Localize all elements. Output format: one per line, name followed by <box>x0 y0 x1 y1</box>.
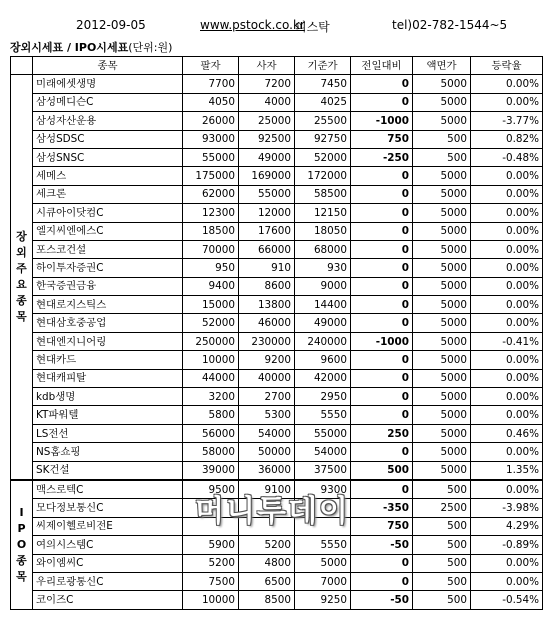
par-value: 500 <box>413 572 471 590</box>
change-rate: 0.00% <box>471 369 543 387</box>
change-rate: 0.82% <box>471 130 543 148</box>
stock-name: 현대엔지니어링 <box>33 332 183 350</box>
day-change: 0 <box>351 443 413 461</box>
par-value: 5000 <box>413 351 471 369</box>
table-row <box>11 536 543 554</box>
base-price: 92750 <box>295 130 351 148</box>
day-change: 0 <box>351 388 413 406</box>
table-row <box>11 314 543 332</box>
sell-price: 10000 <box>183 351 239 369</box>
base-price: 2950 <box>295 388 351 406</box>
change-rate: 0.00% <box>471 314 543 332</box>
change-rate: -3.98% <box>471 499 543 517</box>
par-value: 500 <box>413 536 471 554</box>
buy-price: 36000 <box>239 461 295 480</box>
base-price: 9250 <box>295 591 351 609</box>
change-rate: 0.00% <box>471 388 543 406</box>
table-row <box>11 204 543 222</box>
change-rate: 0.00% <box>471 554 543 572</box>
day-change: 0 <box>351 93 413 111</box>
par-value: 5000 <box>413 75 471 93</box>
par-value: 5000 <box>413 461 471 480</box>
buy-price: 17600 <box>239 222 295 240</box>
header-row <box>11 57 543 75</box>
day-change: 0 <box>351 572 413 590</box>
stock-name: 삼성메디슨C <box>33 93 183 111</box>
day-change: 0 <box>351 222 413 240</box>
sell-price: 3200 <box>183 388 239 406</box>
change-rate: 1.35% <box>471 461 543 480</box>
day-change: 0 <box>351 240 413 258</box>
change-rate: 0.00% <box>471 277 543 295</box>
par-value: 500 <box>413 591 471 609</box>
par-value: 5000 <box>413 240 471 258</box>
section-label-otc: 장 외 주 요 종 목 <box>11 75 33 480</box>
table-row <box>11 296 543 314</box>
base-price: 68000 <box>295 240 351 258</box>
buy-price: 49000 <box>239 148 295 166</box>
day-change: 0 <box>351 369 413 387</box>
col-header-change: 전일대비 <box>351 57 413 75</box>
sell-price: 4050 <box>183 93 239 111</box>
base-price: 930 <box>295 259 351 277</box>
buy-price: 92500 <box>239 130 295 148</box>
buy-price: 910 <box>239 259 295 277</box>
buy-price: 4000 <box>239 93 295 111</box>
sell-price: 44000 <box>183 369 239 387</box>
base-price: 5000 <box>295 554 351 572</box>
par-value: 500 <box>413 517 471 535</box>
par-value: 5000 <box>413 277 471 295</box>
buy-price: 9200 <box>239 351 295 369</box>
report-header <box>0 0 551 40</box>
day-change: 0 <box>351 296 413 314</box>
stock-name: 우리로광통신C <box>33 572 183 590</box>
sell-price: 39000 <box>183 461 239 480</box>
stock-name: 한국증권금융 <box>33 277 183 295</box>
stock-name: 여의시스템C <box>33 536 183 554</box>
buy-price: 13800 <box>239 296 295 314</box>
buy-price: 169000 <box>239 167 295 185</box>
table-title-text: 장외시세표 / IPO시세표 <box>10 41 129 54</box>
par-value: 5000 <box>413 185 471 203</box>
table-row <box>11 259 543 277</box>
table-row <box>11 222 543 240</box>
col-header-name: 종목 <box>33 57 183 75</box>
day-change: 0 <box>351 351 413 369</box>
buy-price: 12000 <box>239 204 295 222</box>
stock-name: 엘지씨엔에스C <box>33 222 183 240</box>
table-row <box>11 130 543 148</box>
day-change: 0 <box>351 204 413 222</box>
sell-price: 9500 <box>183 480 239 499</box>
stock-name: 현대로지스틱스 <box>33 296 183 314</box>
table-row <box>11 277 543 295</box>
base-price: 54000 <box>295 443 351 461</box>
stock-name: 씨제이헬로비전E <box>33 517 183 535</box>
base-price: 240000 <box>295 332 351 350</box>
buy-price: 7200 <box>239 75 295 93</box>
par-value: 5000 <box>413 443 471 461</box>
par-value: 5000 <box>413 296 471 314</box>
day-change: 0 <box>351 554 413 572</box>
day-change: -350 <box>351 499 413 517</box>
day-change: 0 <box>351 185 413 203</box>
table-row <box>11 351 543 369</box>
table-row <box>11 93 543 111</box>
stock-name: 모다정보통신C <box>33 499 183 517</box>
change-rate: 0.00% <box>471 259 543 277</box>
change-rate: -0.48% <box>471 148 543 166</box>
day-change: 0 <box>351 314 413 332</box>
stock-name: 현대카드 <box>33 351 183 369</box>
par-value: 500 <box>413 148 471 166</box>
stock-name: 맥스로텍C <box>33 480 183 499</box>
stock-name: 현대캐피탈 <box>33 369 183 387</box>
change-rate: 0.00% <box>471 351 543 369</box>
sell-price: 950 <box>183 259 239 277</box>
watermark-logo: 머니투데이 <box>195 494 350 529</box>
col-header-base: 기준가 <box>295 57 351 75</box>
stock-name: 하이투자증권C <box>33 259 183 277</box>
col-header-par: 액면가 <box>413 57 471 75</box>
base-price: 25500 <box>295 112 351 130</box>
change-rate: 0.00% <box>471 296 543 314</box>
stock-name: 세크론 <box>33 185 183 203</box>
stock-name: 시큐아이닷컴C <box>33 204 183 222</box>
stock-name: 세메스 <box>33 167 183 185</box>
base-price: 9300 <box>295 480 351 499</box>
change-rate: 0.00% <box>471 443 543 461</box>
sell-price: 7700 <box>183 75 239 93</box>
table-row <box>11 185 543 203</box>
stock-name: 현대삼호중공업 <box>33 314 183 332</box>
change-rate: -3.77% <box>471 112 543 130</box>
table-row <box>11 332 543 350</box>
stock-name: 삼성SNSC <box>33 148 183 166</box>
stock-name: 포스코건설 <box>33 240 183 258</box>
par-value: 5000 <box>413 222 471 240</box>
par-value: 5000 <box>413 406 471 424</box>
stock-name: NS홈쇼핑 <box>33 443 183 461</box>
buy-price: 25000 <box>239 112 295 130</box>
site-link[interactable]: www.pstock.co.kr <box>200 18 305 32</box>
table-row <box>11 406 543 424</box>
stock-name: 와이엠씨C <box>33 554 183 572</box>
par-value: 5000 <box>413 167 471 185</box>
buy-price: 40000 <box>239 369 295 387</box>
base-price: 49000 <box>295 314 351 332</box>
change-rate: 0.00% <box>471 406 543 424</box>
base-price: 5550 <box>295 536 351 554</box>
sell-price: 62000 <box>183 185 239 203</box>
table-row <box>11 369 543 387</box>
buy-price: 8500 <box>239 591 295 609</box>
stock-name: SK건설 <box>33 461 183 480</box>
table-row <box>11 461 543 480</box>
table-title <box>10 39 172 55</box>
change-rate: -0.41% <box>471 332 543 350</box>
stock-name: KT파워텔 <box>33 406 183 424</box>
base-price: 55000 <box>295 424 351 442</box>
buy-price: 50000 <box>239 443 295 461</box>
col-header-buy: 사자 <box>239 57 295 75</box>
par-value: 5000 <box>413 204 471 222</box>
par-value: 500 <box>413 554 471 572</box>
day-change: 0 <box>351 480 413 499</box>
change-rate: 0.00% <box>471 572 543 590</box>
base-price: 42000 <box>295 369 351 387</box>
base-price: 172000 <box>295 167 351 185</box>
sell-price: 10000 <box>183 591 239 609</box>
sell-price: 9400 <box>183 277 239 295</box>
par-value: 5000 <box>413 388 471 406</box>
col-header-rate: 등락율 <box>471 57 543 75</box>
change-rate: 4.29% <box>471 517 543 535</box>
section-header-cell <box>11 57 33 75</box>
change-rate: 0.00% <box>471 185 543 203</box>
table-row <box>11 572 543 590</box>
stock-name: LS전선 <box>33 424 183 442</box>
sell-price: 250000 <box>183 332 239 350</box>
day-change: -50 <box>351 536 413 554</box>
stock-name: 삼성SDSC <box>33 130 183 148</box>
buy-price: 55000 <box>239 185 295 203</box>
day-change: -50 <box>351 591 413 609</box>
par-value: 2500 <box>413 499 471 517</box>
base-price: 9000 <box>295 277 351 295</box>
change-rate: 0.46% <box>471 424 543 442</box>
table-row <box>11 75 543 93</box>
base-price: 5550 <box>295 406 351 424</box>
stock-name: 미래에셋생명 <box>33 75 183 93</box>
table-row <box>11 148 543 166</box>
base-price: 58500 <box>295 185 351 203</box>
day-change: 750 <box>351 130 413 148</box>
change-rate: 0.00% <box>471 167 543 185</box>
par-value: 5000 <box>413 93 471 111</box>
base-price: 9600 <box>295 351 351 369</box>
buy-price: 66000 <box>239 240 295 258</box>
change-rate: -0.54% <box>471 591 543 609</box>
buy-price: 2700 <box>239 388 295 406</box>
buy-price: 9100 <box>239 480 295 499</box>
day-change: -250 <box>351 148 413 166</box>
par-value: 5000 <box>413 332 471 350</box>
buy-price: 4800 <box>239 554 295 572</box>
stock-name: 코이즈C <box>33 591 183 609</box>
change-rate: 0.00% <box>471 93 543 111</box>
par-value: 5000 <box>413 259 471 277</box>
table-row <box>11 112 543 130</box>
buy-price: 230000 <box>239 332 295 350</box>
table-row <box>11 167 543 185</box>
base-price: 18050 <box>295 222 351 240</box>
company-name: 피스탁 <box>295 20 330 34</box>
day-change: 0 <box>351 259 413 277</box>
day-change: 0 <box>351 406 413 424</box>
base-price: 37500 <box>295 461 351 480</box>
sell-price: 70000 <box>183 240 239 258</box>
day-change: -1000 <box>351 112 413 130</box>
sell-price: 5900 <box>183 536 239 554</box>
table-row <box>11 591 543 609</box>
base-price: 14400 <box>295 296 351 314</box>
base-price: 52000 <box>295 148 351 166</box>
day-change: 500 <box>351 461 413 480</box>
buy-price: 46000 <box>239 314 295 332</box>
change-rate: 0.00% <box>471 75 543 93</box>
day-change: 0 <box>351 167 413 185</box>
report-date: 2012-09-05 <box>76 18 146 32</box>
sell-price: 15000 <box>183 296 239 314</box>
par-value: 5000 <box>413 369 471 387</box>
sell-price: 93000 <box>183 130 239 148</box>
col-header-sell: 팔자 <box>183 57 239 75</box>
base-price: 12150 <box>295 204 351 222</box>
buy-price: 6500 <box>239 572 295 590</box>
par-value: 5000 <box>413 424 471 442</box>
sell-price: 5800 <box>183 406 239 424</box>
buy-price: 54000 <box>239 424 295 442</box>
day-change: 0 <box>351 277 413 295</box>
day-change: 250 <box>351 424 413 442</box>
sell-price: 175000 <box>183 167 239 185</box>
base-price: 7000 <box>295 572 351 590</box>
par-value: 5000 <box>413 112 471 130</box>
stock-name: 삼성자산운용 <box>33 112 183 130</box>
sell-price: 12300 <box>183 204 239 222</box>
buy-price: 5300 <box>239 406 295 424</box>
base-price: 4025 <box>295 93 351 111</box>
par-value: 5000 <box>413 314 471 332</box>
sell-price: 52000 <box>183 314 239 332</box>
change-rate: 0.00% <box>471 480 543 499</box>
change-rate: 0.00% <box>471 222 543 240</box>
day-change: -1000 <box>351 332 413 350</box>
table-row <box>11 240 543 258</box>
change-rate: -0.89% <box>471 536 543 554</box>
buy-price: 8600 <box>239 277 295 295</box>
day-change: 750 <box>351 517 413 535</box>
sell-price: 18500 <box>183 222 239 240</box>
change-rate: 0.00% <box>471 240 543 258</box>
unit-label: (단위:원) <box>128 41 173 54</box>
table-row <box>11 424 543 442</box>
sell-price: 55000 <box>183 148 239 166</box>
buy-price: 5200 <box>239 536 295 554</box>
sell-price: 7500 <box>183 572 239 590</box>
stock-name: kdb생명 <box>33 388 183 406</box>
sell-price: 56000 <box>183 424 239 442</box>
sell-price: 58000 <box>183 443 239 461</box>
section-label-ipo: I P O 종 목 <box>11 480 33 609</box>
phone-number: tel)02-782-1544~5 <box>392 18 508 32</box>
day-change: 0 <box>351 75 413 93</box>
sell-price: 26000 <box>183 112 239 130</box>
sell-price: 5200 <box>183 554 239 572</box>
table-row <box>11 554 543 572</box>
table-row <box>11 388 543 406</box>
change-rate: 0.00% <box>471 204 543 222</box>
table-row <box>11 443 543 461</box>
base-price: 7450 <box>295 75 351 93</box>
par-value: 500 <box>413 480 471 499</box>
par-value: 500 <box>413 130 471 148</box>
